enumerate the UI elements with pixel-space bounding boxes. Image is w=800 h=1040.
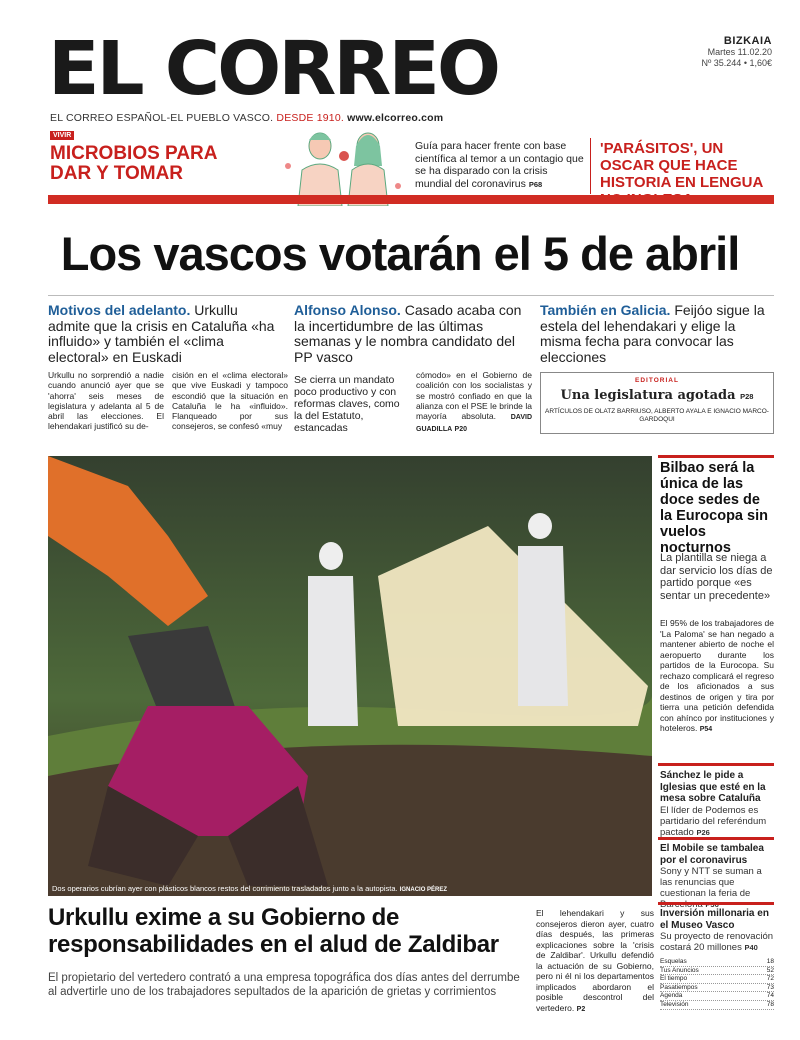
brief-1[interactable] xyxy=(660,770,774,838)
subhead-lead: Motivos del adelanto. xyxy=(48,302,191,318)
red-rule xyxy=(658,837,774,840)
editorial-label: EDITORIAL xyxy=(635,377,679,384)
index-page: 72 xyxy=(766,975,774,983)
brief-text: Sony y NTT se suman a las renuncias que cuestionan la feria de xyxy=(660,866,762,899)
brief-3[interactable] xyxy=(660,908,774,953)
page-ref: P2 xyxy=(576,1005,586,1013)
edition-name: BIZKAIA xyxy=(723,35,772,47)
brief-headline: El Mobile se tambalea por el coronavirus xyxy=(660,843,764,866)
brief-2[interactable] xyxy=(660,843,774,910)
photo-landfill-scene xyxy=(48,456,652,896)
index-label: Pasatiempos xyxy=(660,983,698,991)
subhead-3 xyxy=(540,303,772,365)
editorial-title xyxy=(541,388,773,403)
red-rule xyxy=(658,763,774,766)
sidebar-body-text: El 95% de los trabajadores de 'La Paloma' se han negado a mantener abierto de noche el aeropuerto durante los partidos de la Eurocopa. Su rechazo complicará el regreso de los aficionados a sus destinos de origen y tira por tierra una petición defendida con ahínco por instituciones y hoteleros. xyxy=(660,618,774,733)
editorial-box[interactable] xyxy=(540,372,774,434)
page-ref: P54 xyxy=(699,726,713,733)
index-label: Esquelas xyxy=(660,958,687,965)
editorial-page: P28 xyxy=(740,392,754,401)
website-link[interactable]: www.elcorreo.com xyxy=(347,112,444,124)
second-column-text: El lehendakari y sus consejeros dieron ayer, cuatro días después, las primeras explicaciones sobre la 'crisis de Zaldibar'. Urkullu defendió la actuación de su Gobierno, pero ni él ni los departamentos implicados abordaron el posible descontrol del vertedero. xyxy=(536,908,654,1013)
subhead-1 xyxy=(48,303,280,365)
brief-page: P26 xyxy=(696,827,710,837)
brief-headline: Inversión millonaria en el Museo Vasco xyxy=(660,908,769,931)
index-row[interactable] xyxy=(660,984,774,993)
page-index xyxy=(660,958,774,1010)
section-tag: VIVIR xyxy=(50,131,74,140)
editorial-authors: ARTÍCULOS DE OLATZ BARRIUSO, ALBERTO AYALA E IGNACIO MARCO-GARDOQUI xyxy=(545,408,769,423)
body-text: cómodo» en el Gobierno de coalición con los socialistas y se mostró confiado en que la alianza con el PSE le brinde la mayoría absoluta. xyxy=(416,370,532,422)
main-headline[interactable]: Los vascos votarán el 5 de abril xyxy=(60,227,740,280)
photo-caption xyxy=(52,884,447,893)
edition-info xyxy=(702,36,773,69)
masthead-title: EL CORREO xyxy=(48,26,498,112)
body-column-4 xyxy=(416,370,532,436)
brief-text: El líder de Podemos es partidario del referéndum pactado xyxy=(660,804,767,838)
body-column-1: Urkullu no sorprendió a nadie cuando anunció ayer que se 'ahorra' seis meses de legislatura y adelanta al 5 de abril las elecciones. El lehendakari justificó su de- xyxy=(48,370,164,432)
index-page: 52 xyxy=(766,966,774,974)
tagline xyxy=(50,112,443,124)
body-column-2: cisión en el «clima electoral» que vive Euskadi y tampoco escondió que la situación en Cataluña le ha «influido». Flanqueado por sus consejeros, se confesó «muy xyxy=(172,370,288,432)
sidebar-intro: La plantilla se niega a dar servicio los días de partido porque «es sentar un precedente» xyxy=(660,552,773,602)
edition-number: Nº 35.244 • 1,60€ xyxy=(701,58,772,68)
page-ref: P20 xyxy=(454,426,468,434)
sidebar-headline[interactable]: Bilbao será la única de las doce sedes de la Eurocopa sin vuelos nocturnos xyxy=(660,460,768,556)
index-label: Tus Anuncios xyxy=(660,966,699,974)
index-label: El tiempo xyxy=(660,975,688,983)
second-deck: El propietario del vertedero contrató a una empresa topográfica dos días antes del derrumbe al advertirle uno de los trabajadores sepultados de la aparición de grietas y corrimientos xyxy=(48,972,520,998)
tagline-text: EL CORREO ESPAÑOL-EL PUEBLO VASCO. xyxy=(50,112,274,124)
divider xyxy=(590,138,591,194)
subhead-text: Casado acaba con la incertidumbre de las últimas semanas y le nombra candidato del PP vasco xyxy=(294,302,522,365)
caption-text: Dos operarios cubrían ayer con plásticos blancos restos del corrimiento trasladados junto a la autopista. xyxy=(52,884,398,893)
red-divider-bar xyxy=(48,195,774,204)
main-photo[interactable] xyxy=(48,456,652,896)
red-rule xyxy=(658,455,774,458)
index-label: Televisión xyxy=(660,1000,689,1008)
brief-headline: Sánchez le pide a Iglesias que esté en la mesa sobre Cataluña xyxy=(660,770,766,804)
guide-page: P68 xyxy=(528,179,543,189)
subhead-2 xyxy=(294,303,526,365)
index-page: 78 xyxy=(766,1000,774,1008)
photo-credit: IGNACIO PÉREZ xyxy=(399,887,448,893)
index-row[interactable] xyxy=(660,967,774,976)
divider xyxy=(48,295,774,296)
tagline-since: DESDE 1910. xyxy=(276,112,344,124)
promo-guide-text[interactable] xyxy=(415,140,585,191)
brief-text: Su proyecto de renovación costará 20 millones xyxy=(660,931,774,953)
second-headline[interactable]: Urkullu exime a su Gobierno de responsabilidades en el alud de Zaldibar xyxy=(48,904,499,958)
pull-quote: Se cierra un mandato poco productivo y con reformas claves, como la del Estatuto, estancadas xyxy=(294,374,400,434)
red-rule xyxy=(658,902,774,905)
brief-page: P40 xyxy=(744,943,758,952)
subhead-lead: Alfonso Alonso. xyxy=(294,302,401,318)
second-column xyxy=(536,908,654,1015)
sidebar-body xyxy=(660,618,774,736)
subhead-lead: También en Galicia. xyxy=(540,302,671,318)
index-row[interactable] xyxy=(660,992,774,1001)
illustration-figures xyxy=(280,126,410,206)
subhead-text: Feijóo sigue la estela del lehendakari y elige la misma fecha para convocar las elecciones xyxy=(540,302,765,365)
index-page: 74 xyxy=(766,992,774,1000)
index-page: 73 xyxy=(766,983,774,991)
byline: DAVID GUADILLA xyxy=(416,414,532,434)
parasitos-text: 'PARÁSITOS', UN OSCAR QUE HACE HISTORIA EN LENGUA xyxy=(600,140,763,191)
index-row[interactable] xyxy=(660,958,774,967)
guide-text: Guía para hacer frente con base científica al temor a un contagio que se ha disparado con la crisis mundial del coronavirus xyxy=(415,140,584,190)
promo-title[interactable]: MICROBIOS PARA DAR Y TOMAR xyxy=(50,143,217,184)
editorial-title-text: Una legislatura agotada xyxy=(560,388,736,403)
index-page: 18 xyxy=(766,958,774,965)
index-row[interactable] xyxy=(660,975,774,984)
edition-date: Martes 11.02.20 xyxy=(707,47,772,57)
subhead-text: Urkullu admite que la crisis en Cataluña «ha influido» y también el «clima electoral» en Euskadi xyxy=(48,302,275,365)
index-row[interactable] xyxy=(660,1001,774,1010)
index-label: Agenda xyxy=(660,992,683,1000)
